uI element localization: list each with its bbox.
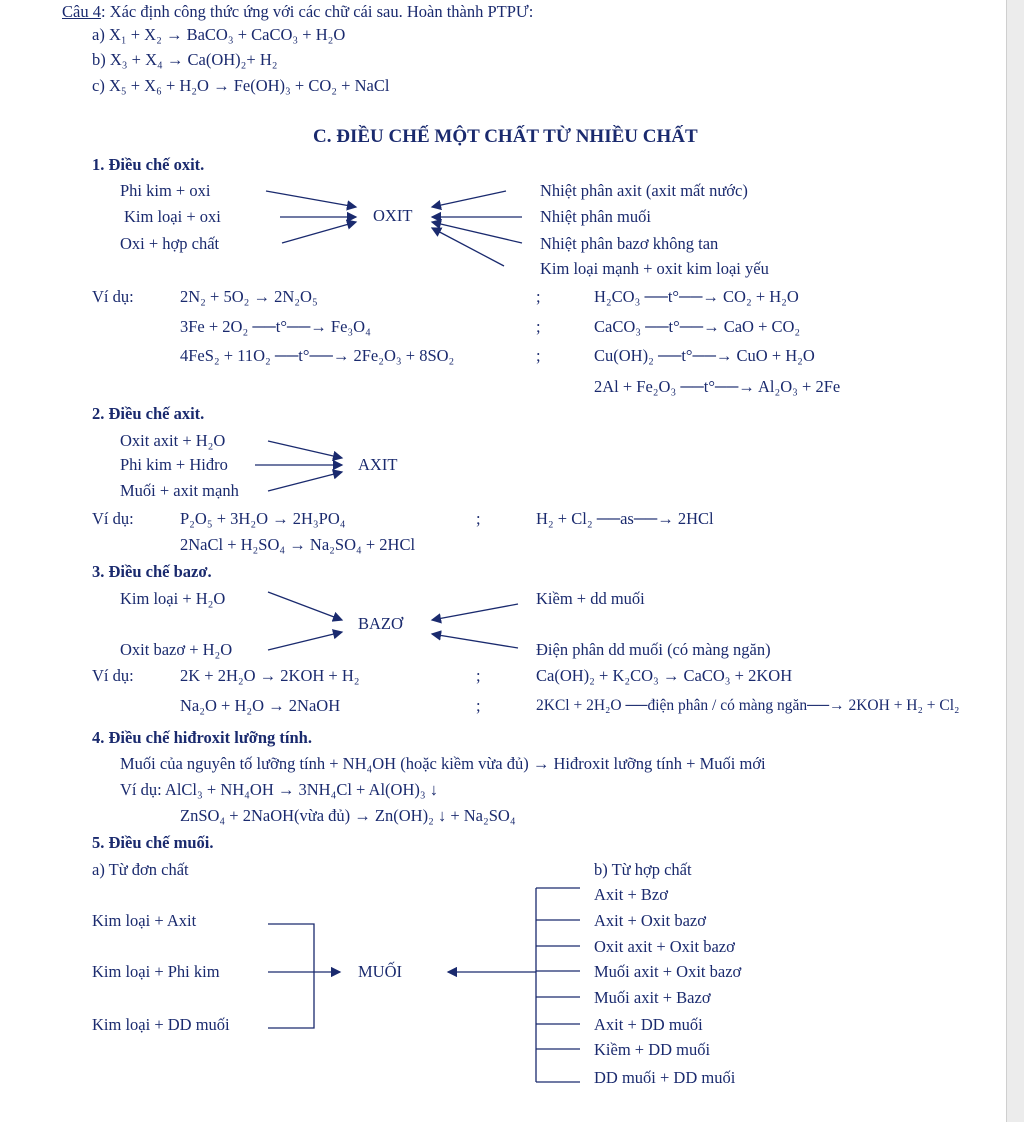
salt-right-3: Oxit axit + Oxit bazơ	[594, 937, 735, 956]
oxide-arrow-left-1	[266, 191, 356, 207]
base-arrow-left-2	[268, 632, 342, 650]
oxide-arrow-right-1	[432, 191, 506, 207]
acid-left-2: Phi kim + Hiđro	[120, 455, 228, 474]
salt-right-1: Axit + Bzơ	[594, 885, 668, 904]
salt-left-bracket	[268, 924, 314, 1028]
oxide-right-3: Nhiệt phân bazơ không tan	[540, 234, 719, 253]
base-arrow-right-1	[432, 604, 518, 620]
oxide-sep-1: ;	[536, 287, 541, 306]
acid-heading: 2. Điều chế axit.	[92, 404, 205, 423]
oxide-sep-2: ;	[536, 317, 541, 336]
oxide-arrow-right-4	[432, 228, 504, 266]
salt-left-3: Kim loại + DD muối	[92, 1015, 230, 1034]
base-right-2: Điện phân dd muối (có màng ngăn)	[536, 640, 771, 659]
salt-right-5: Muối axit + Bazơ	[594, 988, 711, 1007]
oxide-right-2: Nhiệt phân muối	[540, 207, 651, 226]
oxide-right-4: Kim loại mạnh + oxit kim loại yếu	[540, 259, 769, 278]
salt-a-heading: a) Từ đơn chất	[92, 860, 189, 879]
oxide-example-right-2: CaCO₃ ──t°──→ CaO + CO₂	[594, 317, 801, 336]
base-right-1: Kiềm + dd muối	[536, 589, 645, 608]
acid-left-1: Oxit axit + H₂O	[120, 431, 226, 450]
oxide-example-right-3: Cu(OH)₂ ──t°──→ CuO + H₂O	[594, 346, 815, 365]
oxide-example-label: Ví dụ:	[92, 287, 134, 306]
oxide-left-3: Oxi + hợp chất	[120, 234, 220, 253]
acid-center-label: AXIT	[358, 455, 398, 474]
acid-example-2: 2NaCl + H₂SO₄ → Na₂SO₄ + 2HCl	[180, 535, 416, 554]
oxide-arrow-right-3	[432, 222, 522, 243]
acid-left-3: Muối + axit mạnh	[120, 481, 239, 500]
oxide-center-label: OXIT	[373, 206, 413, 225]
base-heading: 3. Điều chế bazơ.	[92, 562, 212, 581]
base-sep-1: ;	[476, 666, 481, 685]
salt-b-heading: b) Từ hợp chất	[594, 860, 692, 879]
oxide-heading: 1. Điều chế oxit.	[92, 155, 205, 174]
base-example-left-1: 2K + 2H₂O → 2KOH + H₂	[180, 666, 360, 685]
question-4-a: a) X₁ + X₂ → BaCO₃ + CaCO₃ + H₂O	[92, 25, 346, 44]
salt-left-1: Kim loại + Axit	[92, 911, 197, 930]
acid-arrow-1	[268, 441, 342, 458]
question-4-prompt: Câu 4: Xác định công thức ứng với các chữ cái sau. Hoàn thành PTPƯ:	[62, 2, 534, 21]
salt-right-7: Kiềm + DD muối	[594, 1040, 711, 1059]
base-left-1: Kim loại + H₂O	[120, 589, 226, 608]
salt-right-6: Axit + DD muối	[594, 1015, 703, 1034]
salt-right-4: Muối axit + Oxit bazơ	[594, 962, 742, 981]
base-center-label: BAZƠ	[358, 614, 403, 633]
oxide-left-2: Kim loại + oxi	[124, 207, 221, 226]
acid-example-label: Ví dụ:	[92, 509, 134, 528]
acid-sep: ;	[476, 509, 481, 528]
hydroxide-rule: Muối của nguyên tố lưỡng tính + NH₄OH (hoặc kiềm vừa đủ) → Hiđroxit lưỡng tính + Muối mới	[120, 754, 766, 773]
question-4-heading: Câu 4	[62, 2, 101, 21]
question-4-b: b) X₃ + X₄ → Ca(OH)₂+ H₂	[92, 50, 278, 69]
salt-right-2: Axit + Oxit bazơ	[594, 911, 706, 930]
oxide-arrow-left-3	[282, 222, 356, 243]
base-left-2: Oxit bazơ + H₂O	[120, 640, 233, 659]
hydroxide-example-2: ZnSO₄ + 2NaOH(vừa đủ) → Zn(OH)₂ ↓ + Na₂SO₄	[180, 806, 516, 825]
acid-example-3: H₂ + Cl₂ ──as──→ 2HCl	[536, 509, 714, 528]
base-example-left-2: Na₂O + H₂O → 2NaOH	[180, 696, 341, 715]
salt-right-8: DD muối + DD muối	[594, 1068, 736, 1087]
oxide-example-left-2: 3Fe + 2O₂ ──t°──→ Fe₃O₄	[180, 317, 371, 336]
base-example-right-2: 2KCl + 2H₂O ──điện phân / có màng ngăn──→ 2KOH + H₂ + Cl₂	[536, 697, 960, 714]
oxide-example-left-3: 4FeS₂ + 11O₂ ──t°──→ 2Fe₂O₃ + 8SO₂	[180, 346, 455, 365]
acid-arrow-3	[268, 472, 342, 491]
oxide-example-right-4: 2Al + Fe₂O₃ ──t°──→ Al₂O₃ + 2Fe	[594, 377, 841, 396]
salt-center-label: MUỐI	[358, 962, 402, 981]
base-example-label: Ví dụ:	[92, 666, 134, 685]
base-sep-2: ;	[476, 696, 481, 715]
viewer-scrollbar[interactable]	[1006, 0, 1024, 1122]
base-arrow-right-2	[432, 634, 518, 648]
oxide-example-right-1: H₂CO₃ ──t°──→ CO₂ + H₂O	[594, 287, 799, 306]
salt-heading: 5. Điều chế muối.	[92, 833, 214, 852]
base-example-right-1: Ca(OH)₂ + K₂CO₃ → CaCO₃ + 2KOH	[536, 666, 793, 685]
oxide-left-1: Phi kim + oxi	[120, 181, 211, 200]
hydroxide-heading: 4. Điều chế hiđroxit lưỡng tính.	[92, 728, 312, 747]
oxide-example-left-1: 2N₂ + 5O₂ → 2N₂O₅	[180, 287, 318, 306]
hydroxide-example-1: Ví dụ: AlCl₃ + NH₄OH → 3NH₄Cl + Al(OH)₃ ↓	[120, 780, 439, 799]
salt-left-2: Kim loại + Phi kim	[92, 962, 220, 981]
oxide-right-1: Nhiệt phân axit (axit mất nước)	[540, 181, 748, 200]
oxide-sep-3: ;	[536, 346, 541, 365]
base-arrow-left-1	[268, 592, 342, 620]
section-title: C. ĐIỀU CHẾ MỘT CHẤT TỪ NHIỀU CHẤT	[313, 126, 698, 147]
acid-example-1: P₂O₅ + 3H₂O → 2H₃PO₄	[180, 509, 346, 528]
question-4-c: c) X₅ + X₆ + H₂O → Fe(OH)₃ + CO₂ + NaCl	[92, 76, 390, 95]
